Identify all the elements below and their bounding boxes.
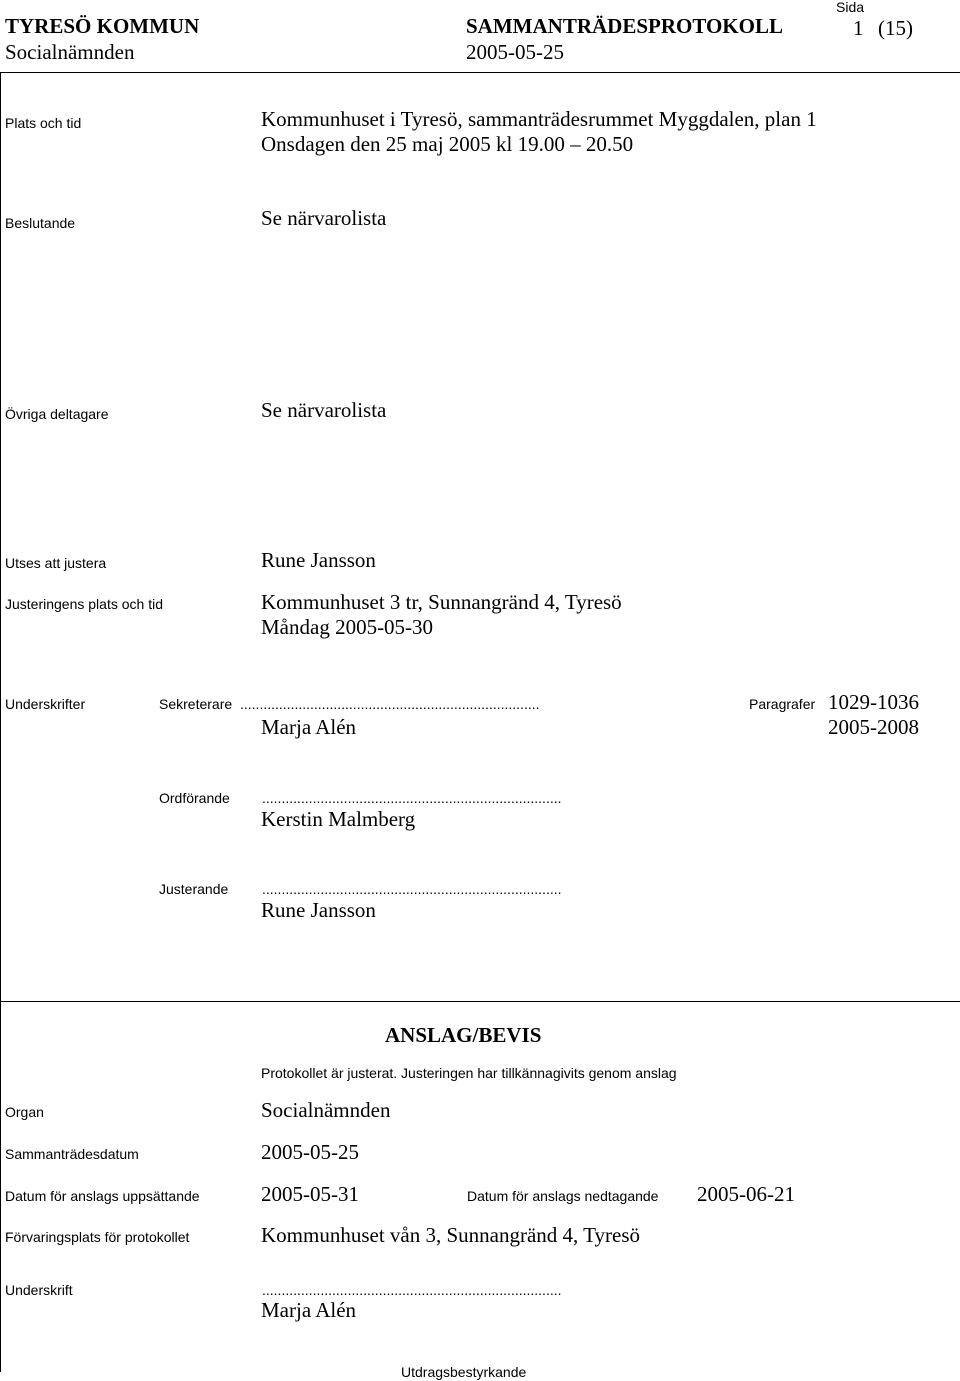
chair-label: Ordförande xyxy=(159,790,230,806)
meeting-date-value: 2005-05-25 xyxy=(261,1140,359,1164)
meeting-date-label: Sammanträdesdatum xyxy=(5,1146,139,1162)
anslag-statement: Protokollet är justerat. Justeringen har tillkännagivits genom anslag xyxy=(261,1065,677,1081)
anslag-signature-name: Marja Alén xyxy=(261,1298,357,1322)
adjust-place-label: Justeringens plats och tid xyxy=(5,596,163,612)
posted-date-value: 2005-05-31 xyxy=(261,1182,359,1206)
deciders-label: Beslutande xyxy=(5,215,76,231)
signatures-label: Underskrifter xyxy=(5,696,86,712)
left-border xyxy=(0,72,1,1372)
anslag-title: ANSLAG/BEVIS xyxy=(385,1023,542,1047)
secretary-label: Sekreterare xyxy=(159,696,233,712)
others-value: Se närvarolista xyxy=(261,398,387,422)
paragraphs-range-2: 2005-2008 xyxy=(828,715,919,739)
organ-label: Organ xyxy=(5,1104,44,1120)
adjust-place-line-2: Måndag 2005-05-30 xyxy=(261,615,434,639)
page-label: Sida xyxy=(836,0,865,15)
meeting-date: 2005-05-25 xyxy=(466,40,564,64)
signing-adjuster-name: Rune Jansson xyxy=(261,898,376,922)
organ-value: Socialnämnden xyxy=(261,1098,391,1122)
footer-label: Utdragsbestyrkande xyxy=(401,1364,527,1380)
committee-name: Socialnämnden xyxy=(5,40,135,64)
place-line-1: Kommunhuset i Tyresö, sammanträdesrummet Myggdalen, plan 1 xyxy=(261,107,817,131)
place-label: Plats och tid xyxy=(5,115,82,131)
secretary-name: Marja Alén xyxy=(261,715,357,739)
removed-date-value: 2005-06-21 xyxy=(697,1182,795,1206)
removed-date-label: Datum för anslags nedtagande xyxy=(467,1188,659,1204)
adjuster-signature-line: ............................................................................. xyxy=(262,881,562,897)
others-label: Övriga deltagare xyxy=(5,406,109,422)
chair-signature-line: ............................................................................. xyxy=(262,790,562,806)
page-number: 1 xyxy=(853,16,864,40)
anslag-divider xyxy=(0,1001,960,1002)
adjuster-value: Rune Jansson xyxy=(261,548,376,572)
anslag-signature-line: ............................................................................. xyxy=(262,1282,562,1298)
paragraphs-range: 1029-1036 xyxy=(828,690,919,714)
secretary-signature-line: ............................................................................. xyxy=(240,696,540,712)
posted-date-label: Datum för anslags uppsättande xyxy=(5,1188,200,1204)
paragraphs-label: Paragrafer xyxy=(749,696,816,712)
anslag-signature-label: Underskrift xyxy=(5,1282,73,1298)
storage-label: Förvaringsplats för protokollet xyxy=(5,1229,190,1245)
place-line-2: Onsdagen den 25 maj 2005 kl 19.00 – 20.50 xyxy=(261,132,634,156)
chair-name: Kerstin Malmberg xyxy=(261,807,416,831)
adjuster-label: Utses att justera xyxy=(5,555,107,571)
signing-adjuster-label: Justerande xyxy=(159,881,229,897)
adjust-place-line-1: Kommunhuset 3 tr, Sunnangränd 4, Tyresö xyxy=(261,590,622,614)
page-total: (15) xyxy=(878,16,913,40)
deciders-value: Se närvarolista xyxy=(261,206,387,230)
header-divider xyxy=(0,72,960,73)
municipality-name: TYRESÖ KOMMUN xyxy=(5,14,200,38)
document-type: SAMMANTRÄDESPROTOKOLL xyxy=(466,14,783,38)
storage-value: Kommunhuset vån 3, Sunnangränd 4, Tyresö xyxy=(261,1223,641,1247)
